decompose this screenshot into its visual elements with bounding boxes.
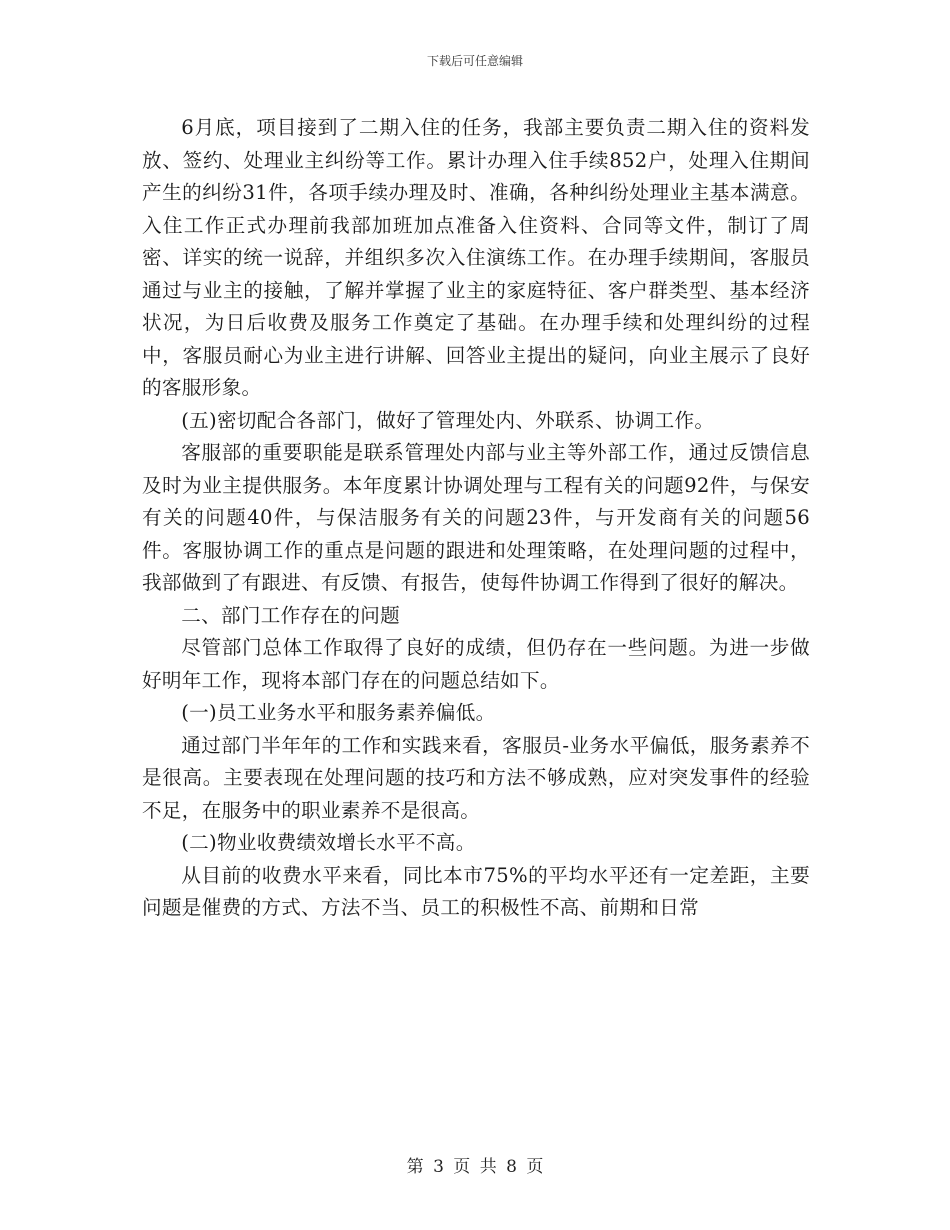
paragraph-staff-level: 通过部门半年年的工作和实践来看，客服员-业务水平偏低，服务素养不是很高。主要表现在处理问题的技巧和方法不够成熟，应对突发事件的经验不足，在服务中的职业素养不是很高。 <box>142 733 810 822</box>
page-header: 下载后可任意编辑 <box>426 54 523 68</box>
paragraph-fee-collection: 从目前的收费水平来看，同比本市75%的平均水平还有一定差距，主要问题是催费的方式、方法不当、员工的积极性不高、前期和日常 <box>142 863 810 919</box>
heading-staff-level: (一)员工业务水平和服务素养偏低。 <box>181 701 496 724</box>
heading-coordination: (五)密切配合各部门，做好了管理处内、外联系、协调工作。 <box>181 408 715 432</box>
paragraph-coordination: 客服部的重要职能是联系管理处内部与业主等外部工作，通过反馈信息及时为业主提供服务。本年度累计协调处理与工程有关的问题92件，与保安有关的问题40件，与保洁服务有关的问题23件，与开发商有关的问题56件。客服协调工作的重点是问题的跟进和处理策略，在处理问题的过程中，我部做到了有跟进、有反馈、有报告，使每件协调工作得到了很好的解决。 <box>142 441 810 594</box>
page-number-footer: 第 3 页 共 8 页 <box>406 1157 544 1177</box>
paragraph-phase2-move-in: 6月底，项目接到了二期入住的任务，我部主要负责二期入住的资料发放、签约、处理业主纠纷等工作。累计办理入住手续852户，处理入住期间产生的纠纷31件，各项手续办理及时、准确，各种纠纷处理业主基本满意。入住工作正式办理前我部加班加点准备入住资料、合同等文件，制订了周密、详实的统一说辞，并组织多次入住演练工作。在办理手续期间，客服员通过与业主的接触，了解并掌握了业主的家庭特征、客户群类型、基本经济状况，为日后收费及服务工作奠定了基础。在办理手续和处理纠纷的过程中，客服员耐心为业主进行讲解、回答业主提出的疑问，向业主展示了良好的客服形象。 <box>142 116 810 399</box>
section-heading-problems: 二、部门工作存在的问题 <box>181 603 401 627</box>
document-body <box>142 112 810 925</box>
heading-fee-collection: (二)物业收费绩效增长水平不高。 <box>181 831 476 854</box>
paragraph-problems-intro: 尽管部门总体工作取得了良好的成绩，但仍存在一些问题。为进一步做好明年工作，现将本部门存在的问题总结如下。 <box>142 636 810 692</box>
